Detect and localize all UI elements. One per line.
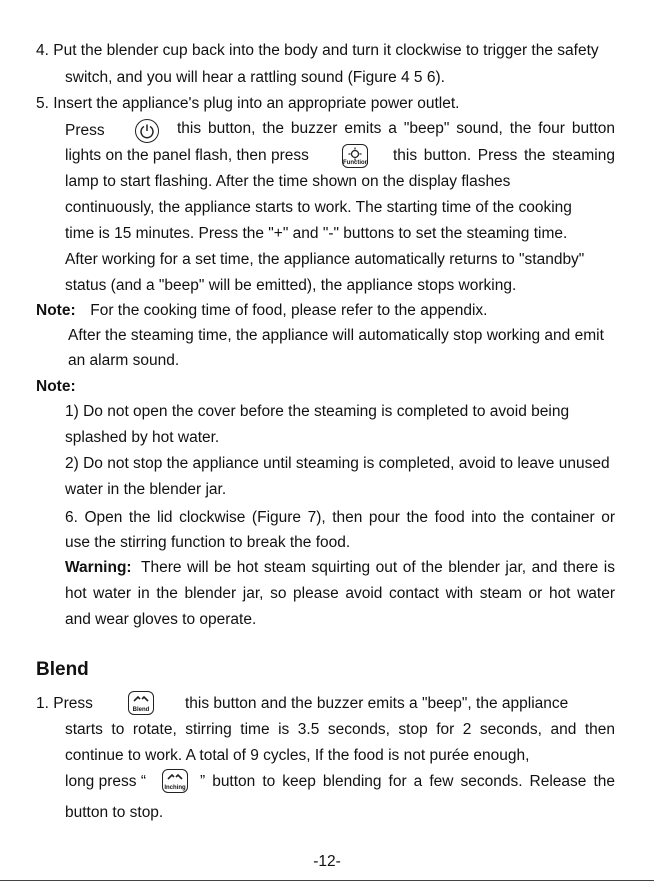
function-icon — [342, 144, 368, 168]
step-5-line-5: continuously, the appliance starts to work. The starting time of the cooking — [65, 199, 572, 216]
blend-press-text: 1. Press — [36, 695, 93, 712]
warning-line-2: hot water in the blender jar, so please avoid contact with steam or hot water — [65, 585, 615, 602]
page-number: -12- — [313, 853, 341, 870]
power-icon — [135, 119, 159, 143]
function-icon-label: Function — [343, 160, 369, 166]
step-5-then-press-text: lights on the panel flash, then press — [65, 147, 309, 164]
note-2-item-1-line-1: 1) Do not open the cover before the steaming is completed to avoid being — [65, 403, 570, 420]
step-5-line-2-rest: this button, the buzzer emits a "beep" sound, the four button — [177, 120, 615, 137]
note-1-label: Note: — [36, 302, 76, 319]
blend-line-2: starts to rotate, stirring time is 3.5 seconds, stop for 2 seconds, and then — [65, 721, 615, 738]
step-5-line-3-rest: this button. Press the steaming — [393, 147, 615, 164]
inching-icon-label: Inching — [164, 785, 186, 791]
step-5-line-2 — [65, 119, 615, 143]
blend-line-4 — [65, 772, 615, 792]
warning-text-1: There will be hot steam squirting out of the blender jar, and there is — [141, 559, 615, 576]
footer-rule — [0, 880, 654, 881]
note-2-item-2-line-2: water in the blender jar. — [65, 481, 227, 498]
blend-heading: Blend — [36, 659, 89, 680]
note-1-line-3: an alarm sound. — [68, 352, 180, 369]
blend-icon-label: Blend — [132, 707, 150, 713]
blend-icon — [128, 691, 154, 715]
step-6-line-1: 6. Open the lid clockwise (Figure 7), then pour the food into the container or — [65, 509, 615, 526]
note-1-text: For the cooking time of food, please refer to the appendix. — [90, 302, 488, 319]
step-5-line-4: lamp to start flashing. After the time shown on the display flashes — [65, 173, 511, 190]
note-2-label: Note: — [36, 378, 76, 395]
step-5-line-6: time is 15 minutes. Press the "+" and "-" buttons to set the steaming time. — [65, 225, 568, 242]
warning-line-1 — [65, 558, 615, 578]
step-5-line-1: 5. Insert the appliance's plug into an appropriate power outlet. — [36, 95, 460, 112]
step-5-line-7: After working for a set time, the appliance automatically returns to "standby" — [65, 251, 585, 268]
blend-line-5: button to stop. — [65, 804, 164, 821]
warning-line-3: and wear gloves to operate. — [65, 611, 257, 628]
blend-line-3: continue to work. A total of 9 cycles, If the food is not purée enough, — [65, 747, 530, 764]
step-5-line-8: status (and a "beep" will be emitted), the appliance stops working. — [65, 277, 517, 294]
warning-label: Warning: — [65, 559, 132, 576]
note-2-item-2-line-1: 2) Do not stop the appliance until steaming is completed, avoid to leave unused — [65, 455, 610, 472]
step-5-line-3 — [65, 146, 615, 166]
step-4-line-1: 4. Put the blender cup back into the body and turn it clockwise to trigger the safety — [36, 42, 599, 59]
inching-icon — [162, 769, 188, 793]
blend-line-1-rest: this button and the buzzer emits a "beep", the appliance — [185, 695, 569, 712]
long-press-text: long press “ — [65, 773, 146, 790]
note-2-item-1-line-2: splashed by hot water. — [65, 429, 220, 446]
step-6-line-2: use the stirring function to break the food. — [65, 534, 351, 551]
note-1 — [36, 301, 487, 321]
step-5-press-text: Press — [65, 122, 105, 140]
blend-line-1 — [36, 694, 596, 714]
step-4-line-2: switch, and you will hear a rattling sound (Figure 4 5 6). — [65, 69, 445, 86]
note-1-line-2: After the steaming time, the appliance will automatically stop working and emit — [68, 327, 604, 344]
blend-line-4-rest: ” button to keep blending for a few seconds. Release the — [200, 773, 615, 790]
